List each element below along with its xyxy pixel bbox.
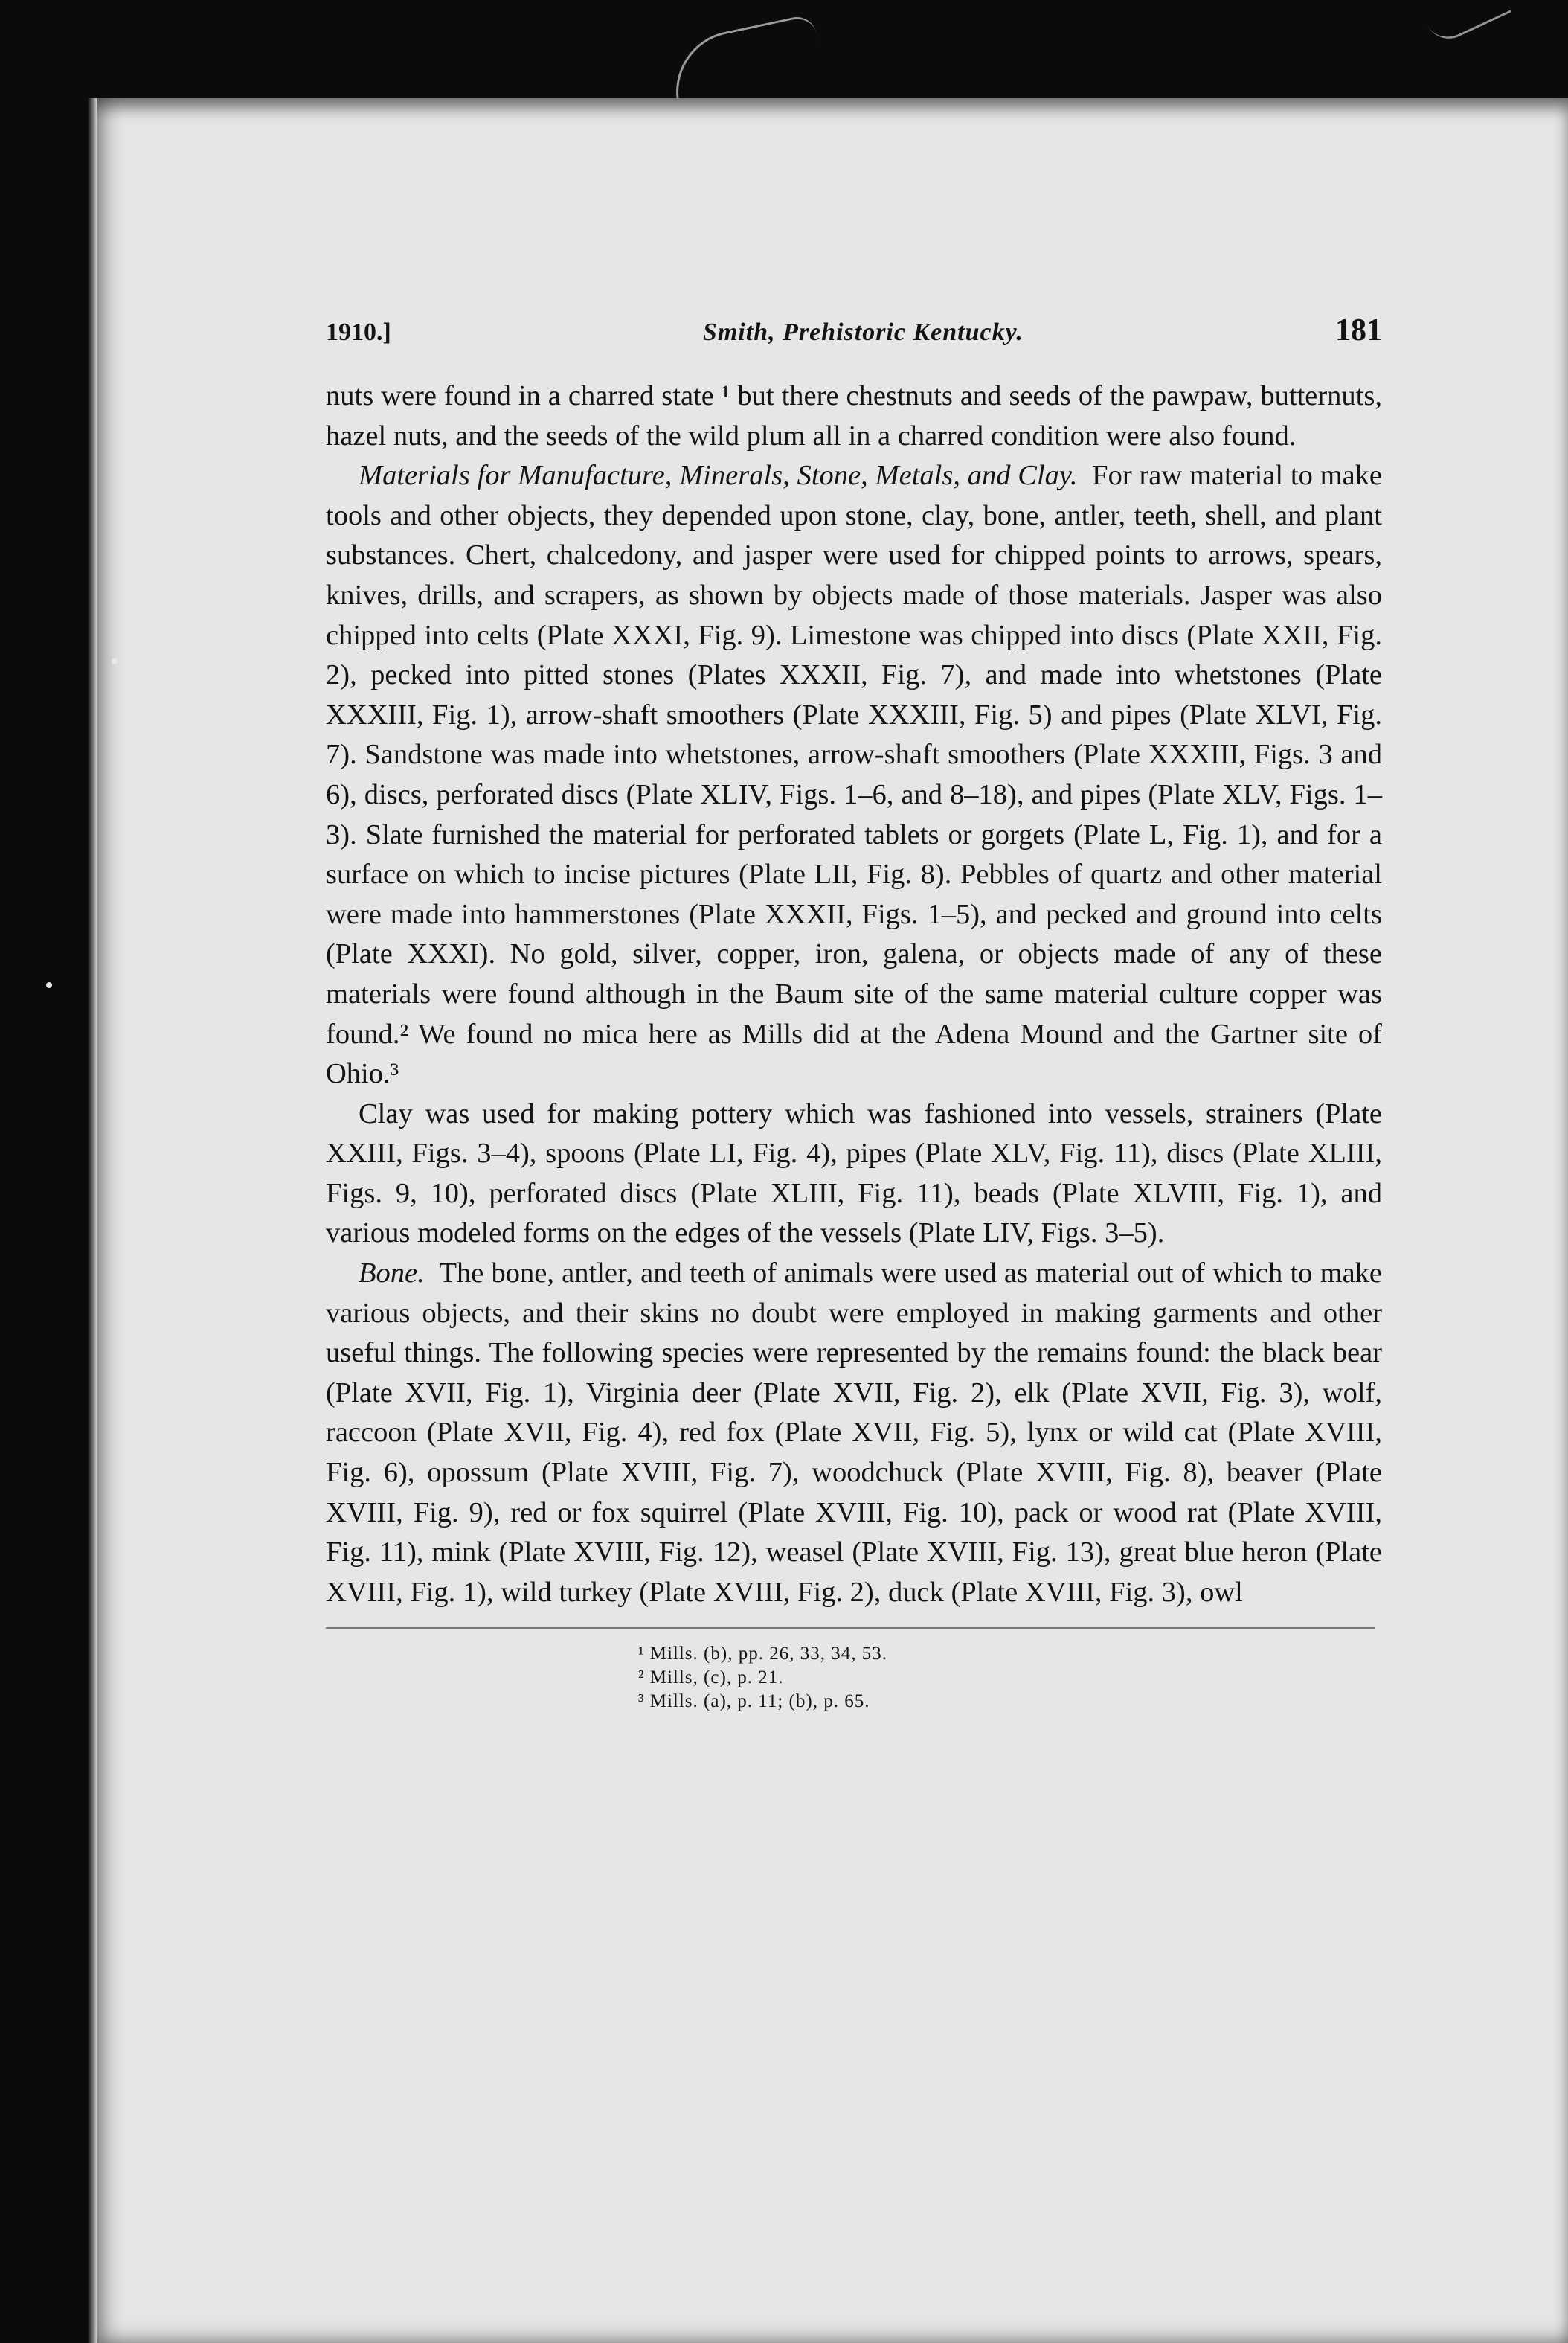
paragraph-1: nuts were found in a charred state ¹ but there chestnuts and seeds of the pawpaw, butternuts, hazel nuts, and the seeds of the wild plum all in a charred condition were also found. [326,380,1382,452]
page-edge [88,98,97,2343]
footnote-2: ² Mills, (c), p. 21. [638,1667,784,1688]
text-block [326,312,1382,1714]
footnote-3: ³ Mills. (a), p. 11; (b), p. 65. [638,1691,870,1712]
running-head [326,312,1382,348]
running-head-year: 1910.] [326,318,391,346]
paragraph-2 [326,456,1382,1094]
footnote-1: ¹ Mills. (b), pp. 26, 33, 34, 53. [638,1644,887,1664]
paragraph-4-text: The bone, antler, and teeth of animals were used as material out of which to make various objects, and their skins no doubt were employed in making garments and other useful things. The following species were represented by the remains found: the black bear (Plate XVII, Fig. 1), Virginia deer (Plate XVII, Fig. 2), elk (Plate XVII, Fig. 3), wolf, raccoon (Plate XVII, Fig. 4), red fox (Plate XVII, Fig. 5), lynx or wild cat (Plate XVIII, Fig. 6), opossum (Plate XVIII, Fig. 7), woodchuck (Plate XVIII, Fig. 8), beaver (Plate XVIII, Fig. 9), red or fox squirrel (Plate XVIII, Fig. 10), pack or wood rat (Plate XVIII, Fig. 11), mink (Plate XVIII, Fig. 12), weasel (Plate XVIII, Fig. 13), great blue heron (Plate XVIII, Fig. 1), wild turkey (Plate XVIII, Fig. 2), duck (Plate XVIII, Fig. 3), owl [326,1257,1382,1608]
scan-speck [112,658,118,664]
page-number: 181 [1335,313,1382,347]
scan-speck [46,982,52,988]
running-head-title: Smith, Prehistoric Kentucky. [702,318,1024,346]
footnotes [638,1642,1382,1714]
section-heading-bone: Bone. [359,1257,425,1289]
footnote-rule [326,1627,1375,1629]
paragraph-3: Clay was used for making pottery which was fashioned into vessels, strainers (Plate XXIII, Figs. 3–4), spoons (Plate LI, Fig. 4), pipes (Plate XLV, Fig. 11), discs (Plate XLIII, Figs. 9, 10), perforated discs (Plate XLIII, Fig. 11), beads (Plate XLVIII, Fig. 1), and various modeled forms on the edges of the vessels (Plate LIV, Figs. 3–5). [326,1097,1382,1249]
paragraph-4 [326,1254,1382,1612]
paragraph-2-text: For raw material to make tools and other objects, they depended upon stone, clay, bone, antler, teeth, shell, and plant substances. Chert, chalcedony, and jasper were used for chipped points to arrows, spears, knives, drills, and scrapers, as shown by objects made of those materials. Jasper was also chipped into celts (Plate XXXI, Fig. 9). Limestone was chipped into discs (Plate XXII, Fig. 2), pecked into pitted stones (Plates XXXII, Fig. 7), and made into whetstones (Plate XXXIII, Fig. 1), arrow-shaft smoothers (Plate XXXIII, Fig. 5) and pipes (Plate XLVI, Fig. 7). Sandstone was made into whetstones, arrow-shaft smoothers (Plate XXXIII, Figs. 3 and 6), discs, perforated discs (Plate XLIV, Figs. 1–6, and 8–18), and pipes (Plate XLV, Figs. 1–3). Slate furnished the material for perforated tablets or gorgets (Plate L, Fig. 1), and for a surface on which to incise pictures (Plate LII, Fig. 8). Pebbles of quartz and other material were made into hammerstones (Plate XXXII, Figs. 1–5), and pecked and ground into celts (Plate XXXI). No gold, silver, copper, iron, galena, or objects made of any of these materials were found although in the Baum site of the same material culture copper was found.² We found no mica here as Mills did at the Adena Mound and the Gartner site of Ohio.³ [326,460,1383,1090]
section-heading-materials: Materials for Manufacture, Minerals, Stone, Metals, and Clay. [359,460,1078,492]
